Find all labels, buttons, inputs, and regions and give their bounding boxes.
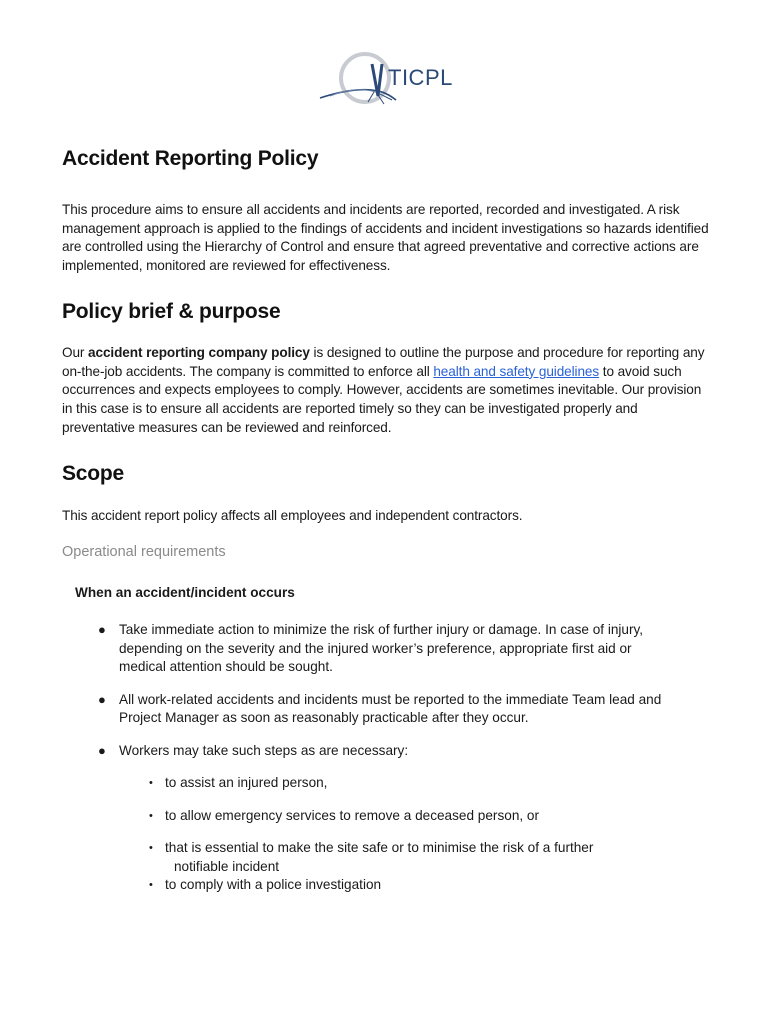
section-heading-scope: Scope — [62, 462, 125, 485]
operational-requirements-subheading: Operational requirements — [62, 544, 226, 560]
section-heading-policy-brief: Policy brief & purpose — [62, 300, 281, 323]
bullet-dot-icon: ● — [98, 742, 106, 758]
list-item-text: Take immediate action to minimize the risk of further injury or damage. In case of injury, depending on the severity and the injured worker’s preference, appropriate first aid or medical attention should be sought. — [119, 622, 644, 674]
sub-list-item-text: to allow emergency services to remove a deceased person, or — [165, 807, 540, 823]
small-bullet-icon: • — [149, 842, 153, 854]
brief-text-1: is designed to outline the purpose and procedure for reporting any on-the-job accidents. The company is committed to enforce all — [62, 345, 705, 379]
intro-paragraph: This procedure aims to ensure all accidents and incidents are reported, recorded and investigated. A risk management approach is applied to the findings of accidents and incident investigations so hazards identified are controlled using the Hierarchy of Control and ensure that agreed preventative and corrective actions are implemented, monitored are reviewed for effectiveness. — [62, 202, 709, 274]
bullet-dot-icon: ● — [98, 691, 106, 707]
list-item — [62, 742, 682, 761]
logo-text: TICPL — [388, 65, 453, 90]
brief-lead: Our — [62, 345, 89, 360]
list-item — [62, 691, 682, 728]
when-accident-occurs-heading: When an accident/incident occurs — [75, 585, 295, 600]
steps-sub-bullet-list — [147, 774, 667, 895]
brief-bold-phrase: accident reporting company policy — [88, 345, 310, 360]
small-bullet-icon: • — [149, 879, 153, 891]
sub-list-item — [147, 774, 667, 793]
brief-text-2: to avoid such occurrences and expects employees to comply. However, accidents are sometimes inevitable. Our provision in this case is to ensure all accidents are reported timely so they can be investigated properly and preventative measures can be reviewed and reinforced. — [62, 363, 702, 435]
sub-list-item-text: to comply with a police investigation — [165, 877, 382, 892]
bullet-dot-icon: ● — [98, 622, 106, 637]
sub-list-item-text: to assist an injured person, — [165, 775, 328, 790]
sub-list-item — [147, 839, 667, 876]
sub-list-item — [147, 876, 667, 895]
list-item-text: Workers may take such steps as are necessary: — [119, 742, 409, 758]
procedure-bullet-list — [62, 621, 682, 774]
policy-brief-paragraph — [62, 344, 712, 438]
list-item-text: All work-related accidents and incidents must be reported to the immediate Team lead and Project Manager as soon as reasonably practicable after they occur. — [119, 691, 662, 725]
sub-list-item — [147, 807, 667, 826]
document-title: Accident Reporting Policy — [62, 147, 319, 170]
small-bullet-icon: • — [149, 809, 153, 822]
company-logo — [310, 50, 460, 110]
small-bullet-icon: • — [149, 777, 153, 789]
health-safety-guidelines-link[interactable]: health and safety guidelines — [433, 363, 600, 379]
sub-list-item-continuation: notifiable incident — [174, 858, 280, 874]
list-item — [62, 621, 682, 677]
scope-paragraph: This accident report policy affects all employees and independent contractors. — [62, 508, 523, 523]
sub-list-item-text: that is essential to make the site safe or to minimise the risk of a further — [165, 840, 594, 855]
